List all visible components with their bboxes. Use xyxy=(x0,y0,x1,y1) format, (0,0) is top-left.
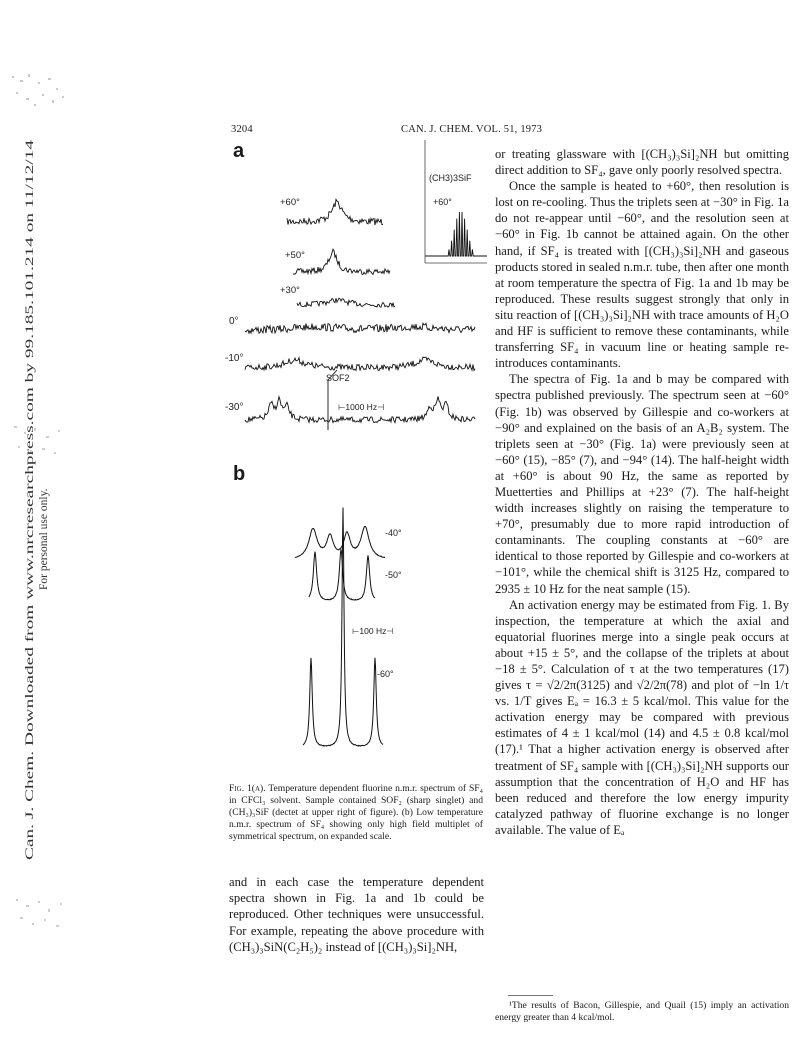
inset-temp-label: +60° xyxy=(433,197,452,207)
sof2-label: SOF2 xyxy=(326,373,350,383)
temp-label: +60° xyxy=(280,197,300,208)
paragraph: and in each case the temperature dependent spectra shown in Fig. 1a and 1b could be reproduced. Other techniques were unsuccessful. For example, repeating the above procedure with (CH₃)₃SiN(C₂H₅)₂ instead of [(CH₃)₃Si]₂NH, xyxy=(229,875,484,954)
panel-a-spectra xyxy=(245,199,475,422)
inset-dectet-spectrum xyxy=(425,212,487,256)
temp-label: -40° xyxy=(385,528,402,538)
paragraph: The spectra of Fig. 1a and b may be compared with spectra published previously. The spectrum seen at −60° (Fig. 1b) was observed by Gillespie and co-workers at −90° and explained on the basis of an A₂B₂ system. The triplets seen at −30° (Fig. 1a) were previously seen at −60° (15), −85° (7), and −94° (14). The half-height width at +60° is about 90 Hz, the same as reported by Muetterties and Phillips at +23° (7). The half-height width increases slightly on raising the temperature to +70°, presumably due to more rapid introduction of contaminants. The coupling constants at −60° are identical to those reported by Gillespie and co-workers at −101°, while the chemical shift is 3125 Hz, compared to 2935 ± 10 Hz for the neat sample (15). xyxy=(495,372,789,596)
scale-bar-a: ⊢1000 Hz⊣ xyxy=(338,402,385,412)
nmr-figure xyxy=(225,140,490,780)
page-number: 3204 xyxy=(231,124,253,135)
scan-noise xyxy=(10,895,72,935)
scan-noise xyxy=(8,70,70,110)
paragraph: An activation energy may be estimated from Fig. 1. By inspection, the temperature at which the axial and equatorial fluorines merge into a single peak occurs at about +15 ± 5°, and the collapse of the triplets at about −18 ± 5°. Calculation of τ at the two temperatures (17) gives τ = √2/2π(3125) and √2/2π(78) and plot of −ln 1/τ vs. 1/T gives Eₐ = 16.3 ± 5 kcal/mol. This value for the activation energy may be compared with previous estimates of 4 ± 1 kcal/mol (14) and 4.5 ± 0.8 kcal/mol (17).¹ That a higher activation energy is observed after treatment of SF₄ sample with [(CH₃)₃Si]₂NH supports our assumption that the concentration of H₂O and HF has been reduced and therefore the low energy impurity catalyzed pathway of fluorine exchange is no longer available. The value of Eₐ xyxy=(495,597,789,837)
temp-label: -30° xyxy=(225,402,244,413)
temp-label: +30° xyxy=(280,285,300,296)
figure-caption xyxy=(229,783,483,843)
footnote: ¹The results of Bacon, Gillespie, and Quail (15) imply an activation energy greater than 4 kcal/mol. xyxy=(495,1000,789,1023)
footnote-rule xyxy=(508,995,553,996)
scale-bar-b: ⊢100 Hz⊣ xyxy=(352,626,394,636)
journal-running-title: CAN. J. CHEM. VOL. 51, 1973 xyxy=(401,124,543,135)
temp-label: 0° xyxy=(229,316,239,327)
inset-compound-label: (CH3)3SiF xyxy=(429,173,472,183)
download-side-note xyxy=(20,140,54,860)
left-column-text xyxy=(229,874,484,955)
spectrum-trace-0 xyxy=(245,323,475,333)
panel-a-label: a xyxy=(233,140,245,162)
spectrum-trace-plus50 xyxy=(293,249,390,274)
spectrum-trace-minus10 xyxy=(245,357,475,371)
spectrum-trace-plus30 xyxy=(297,298,395,307)
personal-use-note: For personal use only. xyxy=(38,488,50,590)
temp-label: -60° xyxy=(377,669,394,679)
temp-label: -50° xyxy=(385,570,402,580)
caption-label: Fig. 1(a). xyxy=(229,783,266,794)
page-header xyxy=(231,120,789,136)
download-note: Can. J. Chem. Downloaded from www.nrcresearchpress.com by 99.185.101.214 on 11/12/14 xyxy=(24,432,36,860)
caption-text: Temperature dependent fluorine n.m.r. spectrum of SF₄ in CFCl₃ solvent. Sample contained SOF₂ (sharp singlet) and (CH₃)₃SiF (dectet at upper right of figure). (b) Low temperature n.m.r. spectrum of SF₄ showing only high field multiplet of symmetrical spectrum, on expanded scale. xyxy=(229,783,483,842)
panel-b-label: b xyxy=(233,463,246,485)
paragraph: Once the sample is heated to +60°, then resolution is lost on re-cooling. Thus the triplets seen at −30° in Fig. 1a do not re-appear until −60°, and the resolution seen at −60° in Fig. 1b cannot be attained again. On the other hand, if SF₄ is treated with [(CH₃)₃Si]₂NH and gaseous products stored in sealed n.m.r. tube, then after one month at room temperature the spectra of Fig. 1a and 1b may be reproduced. These results suggest strongly that only in situ reaction of [(CH₃)₃Si]₂NH with trace amounts of H₂O and HF is sufficient to remove these contaminants, while transferring SF₄ in vacuum line or heating sample re-introduces contaminants. xyxy=(495,179,789,371)
temp-label: +50° xyxy=(285,250,305,261)
temp-label: -10° xyxy=(225,353,244,364)
right-column-text xyxy=(495,146,789,838)
spectrum-trace-plus60 xyxy=(287,199,383,225)
paragraph: or treating glassware with [(CH₃)₃Si]₂NH but omitting direct addition to SF₄, gave only poorly resolved spectra. xyxy=(495,147,789,178)
